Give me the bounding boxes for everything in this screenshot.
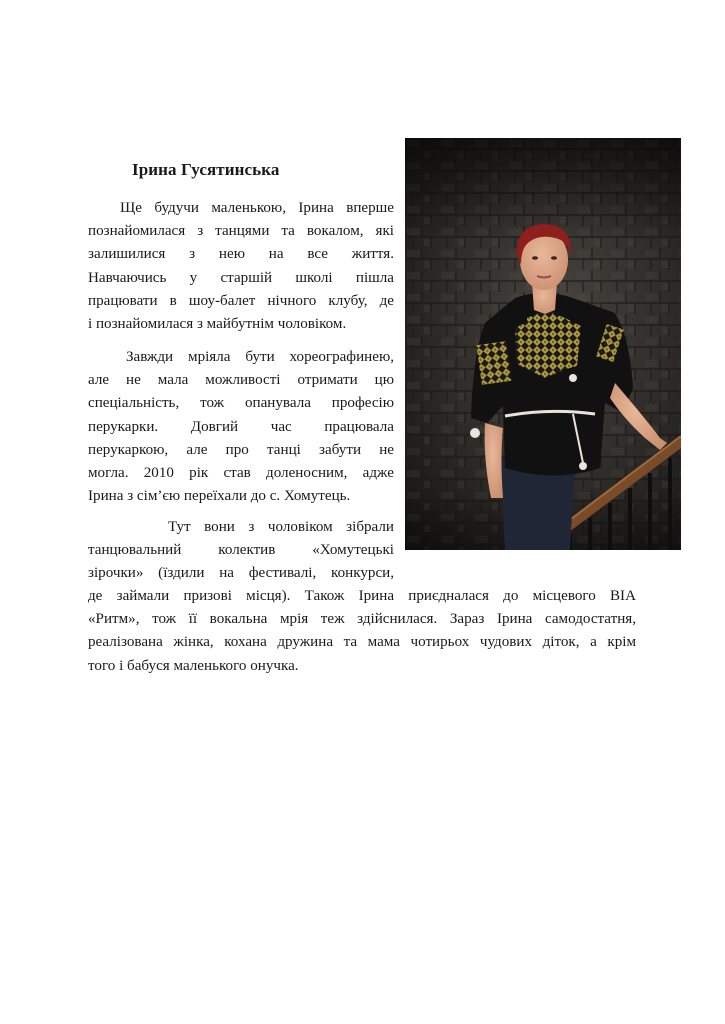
text-line: того і бабуся маленького онучка. — [88, 657, 299, 674]
text-line: Тут вони з чоловіком зібрали — [168, 519, 394, 535]
text-line: Ще будучи маленькою, Ірина вперше — [120, 200, 394, 216]
text-line: але не мала можливості отримати цю — [88, 372, 394, 389]
portrait-photo — [405, 138, 681, 550]
text-line: Завжди мріяла бути хореографинею, — [126, 349, 394, 365]
paragraph-2 — [88, 346, 394, 508]
paragraph-3 — [88, 516, 394, 586]
text-line: Навчаючись у старшій школі пішла — [88, 269, 394, 286]
text-line: залишилися з нею на все життя. — [88, 246, 394, 263]
text-line: і познайомилася з майбутнім чоловіком. — [88, 315, 347, 332]
paragraph-3-continued — [88, 585, 636, 678]
paragraph-1 — [88, 197, 394, 336]
text-line: спеціальність, тож опанувала професію — [88, 395, 394, 412]
text-line: реалізована жінка, кохана дружина та мама чотирьох чудових діток, а крім — [88, 634, 636, 651]
text-line: могла. 2010 рік став доленосним, адже — [88, 464, 394, 481]
text-line: Ірина з сім’єю переїхали до с. Хомутець. — [88, 488, 351, 505]
article-title: Ірина Гусятинська — [132, 160, 280, 179]
text-line: зірочки» (їздили на фестивалі, конкурси, — [88, 565, 394, 582]
text-line: танцювальний колектив «Хомутецькі — [88, 542, 394, 559]
text-line: перукаркою, але про танці забути не — [88, 441, 394, 458]
text-line: де займали призові місця). Також Ірина приєдналася до місцевого ВІА — [88, 588, 636, 604]
portrait-image — [405, 138, 681, 550]
text-line: перукарки. Довгий час працювала — [88, 418, 394, 435]
text-line: працювати в шоу-балет нічного клубу, де — [88, 292, 394, 309]
text-line: познайомилася з танцями та вокалом, які — [88, 223, 394, 240]
text-line: «Ритм», тож її вокальна мрія теж здійснилася. Зараз Ірина самодостатня, — [88, 611, 636, 628]
